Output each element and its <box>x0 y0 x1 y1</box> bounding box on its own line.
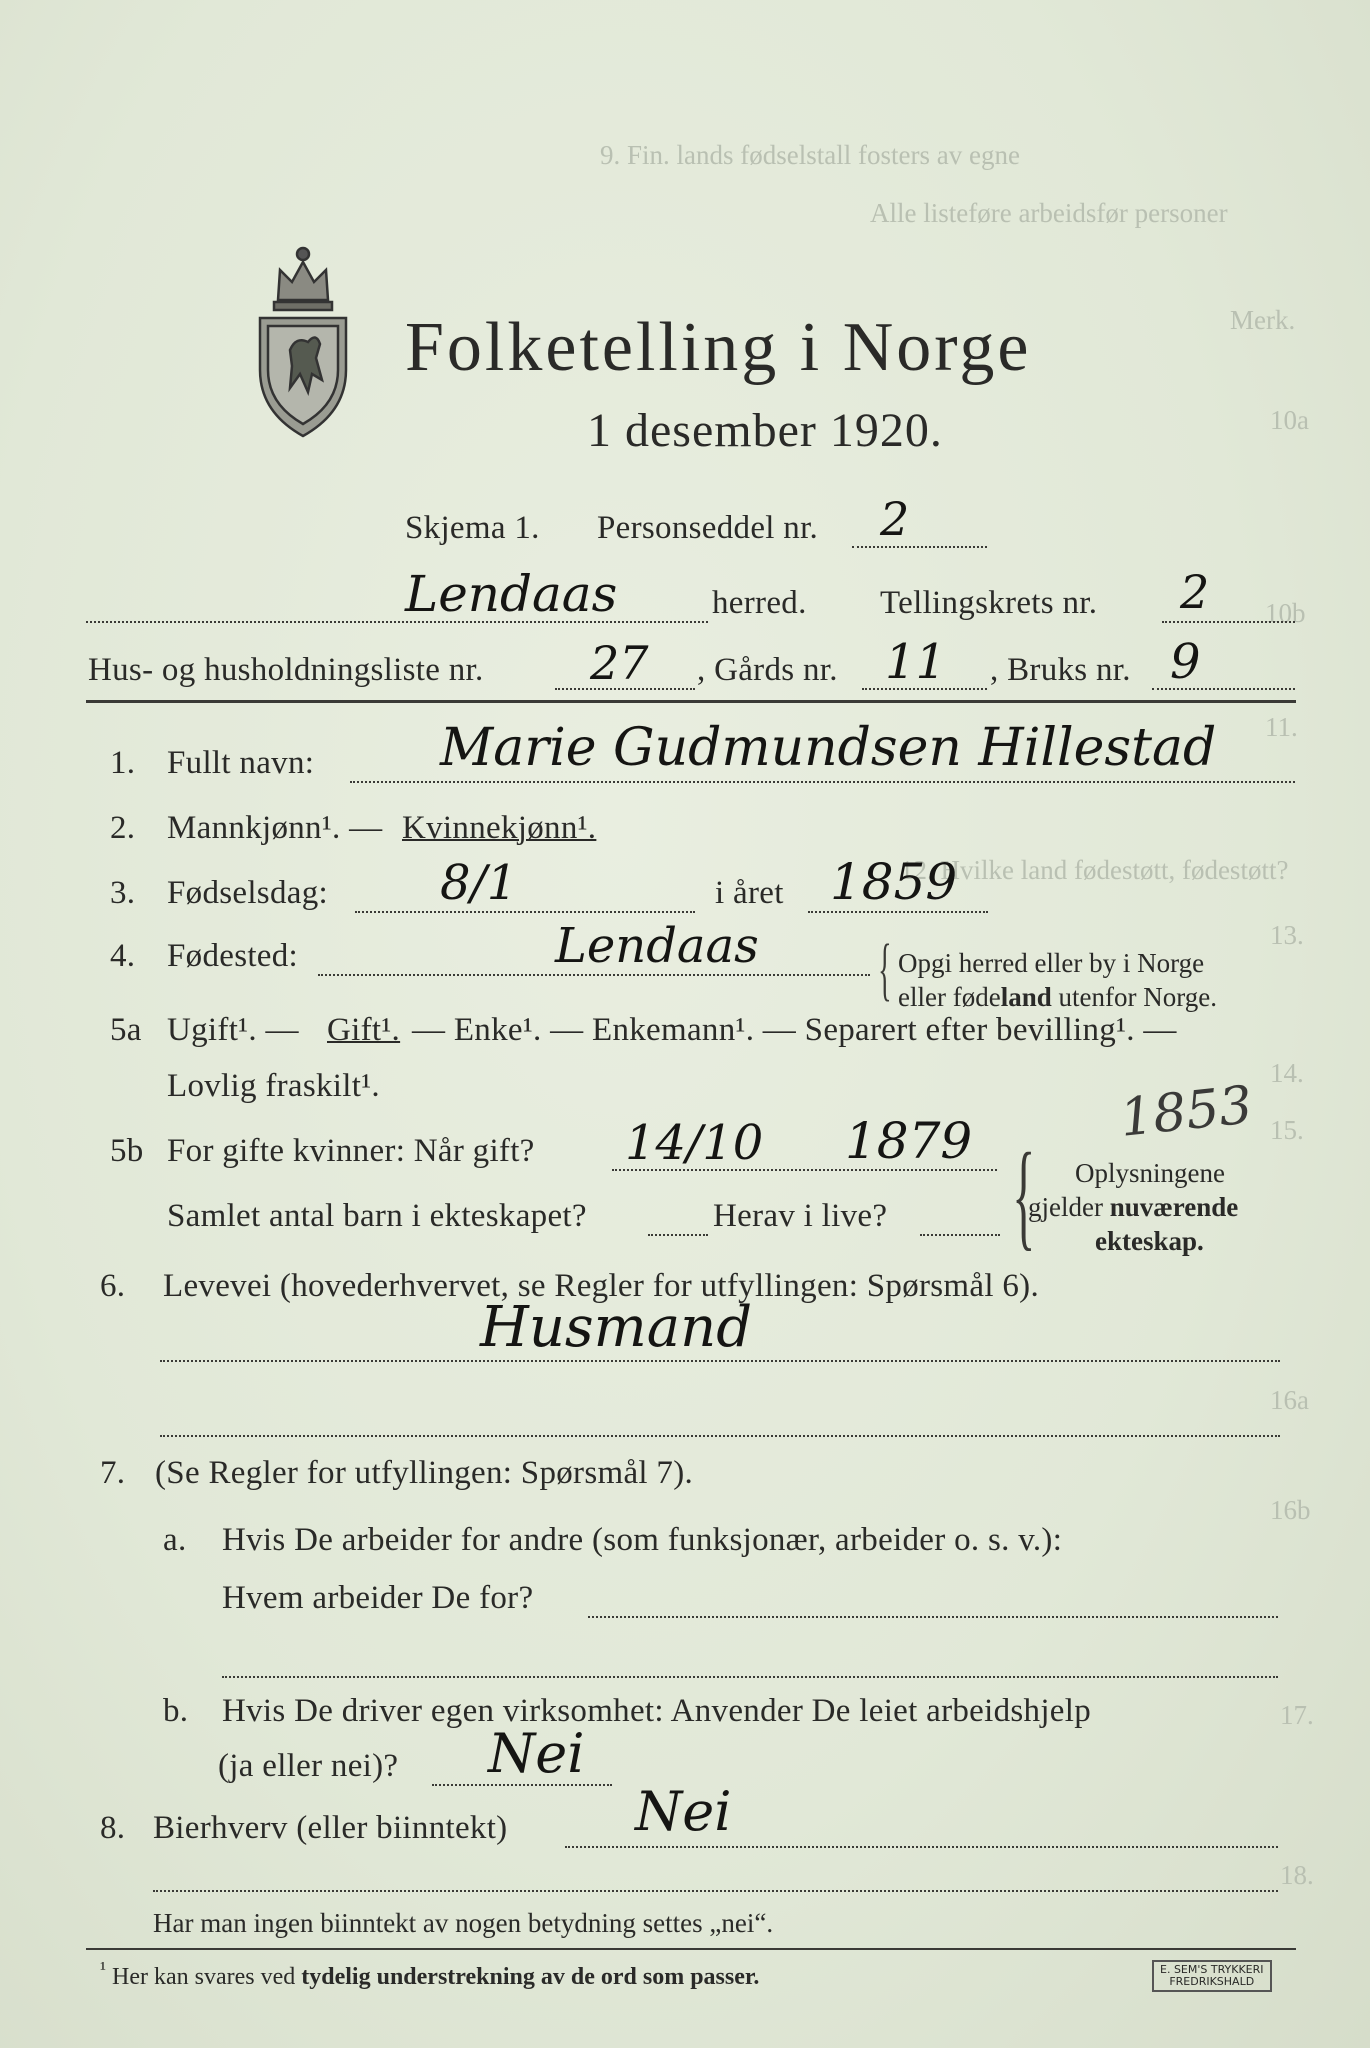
q6-field-line-1 <box>160 1360 1280 1362</box>
q3-field-line <box>355 911 695 913</box>
q5b-note-line2: gjelder nuværende <box>1028 1192 1239 1222</box>
bleed-through-text: 16b <box>1270 1495 1311 1525</box>
q3-label: Fødselsdag: <box>167 875 328 911</box>
q6-number: 6. <box>100 1268 126 1304</box>
marriage-year-value[interactable]: 1879 <box>845 1112 973 1170</box>
q1-field-line <box>350 781 1295 783</box>
q5b-live-field-line <box>920 1234 1000 1236</box>
bleed-through-text: 16a <box>1270 1385 1309 1415</box>
q5b-barn-field-line <box>648 1234 708 1236</box>
birth-date-value[interactable]: 8/1 <box>440 855 518 911</box>
q5a-number: 5a <box>110 1012 142 1048</box>
tellingskrets-value[interactable]: 2 <box>1180 565 1210 619</box>
q7-label: (Se Regler for utfyllingen: Spørsmål 7). <box>155 1455 694 1491</box>
margin-year-note: 1853 <box>1117 1075 1256 1149</box>
q5b-note-line3: ekteskap. <box>1095 1226 1204 1256</box>
q5b-note-line1: Oplysningene <box>1075 1158 1225 1188</box>
q4-number: 4. <box>110 938 136 974</box>
footnote: $^{^1}$ Her kan svares ved tydelig understrekning av de ord som passer. <box>100 1958 760 1990</box>
status-fraskilt-option[interactable]: Lovlig fraskilt¹. <box>167 1068 380 1104</box>
q8-label: Bierhverv (eller biinntekt) <box>153 1810 508 1846</box>
q8-number: 8. <box>100 1810 126 1846</box>
bleed-through-text: 10a <box>1270 405 1309 435</box>
bleed-through-text: 9. Fin. lands fødselstall fosters av egne <box>600 140 1020 170</box>
bleed-through-text: 18. <box>1280 1860 1314 1890</box>
personseddel-value[interactable]: 2 <box>880 492 910 546</box>
q3-year-label: i året <box>715 875 784 911</box>
bleed-through-text: Alle listeføre arbeidsfør personer <box>870 198 1228 228</box>
q4-note-line2: eller fødeland utenfor Norge. <box>898 982 1217 1012</box>
status-ugift-option[interactable]: Ugift¹. — <box>167 1012 299 1048</box>
q5b-barn-label: Samlet antal barn i ekteskapet? <box>167 1198 587 1234</box>
hus-value[interactable]: 27 <box>590 636 649 690</box>
bleed-through-text: 17. <box>1280 1700 1314 1730</box>
census-date: 1 desember 1920. <box>587 404 943 457</box>
q7a-label: Hvis De arbeider for andre (som funksjonær, arbeider o. s. v.): <box>222 1522 1063 1558</box>
birth-year-value[interactable]: 1859 <box>830 853 958 911</box>
q8-field-line <box>565 1846 1278 1848</box>
q2-number: 2. <box>110 810 136 846</box>
q7a-line2: Hvem arbeider De for? <box>222 1580 534 1616</box>
side-income-value[interactable]: Nei <box>635 1780 732 1843</box>
gender-female-option[interactable]: Kvinnekjønn¹. <box>402 810 597 846</box>
q1-label: Fullt navn: <box>167 745 315 781</box>
q7b-letter: b. <box>163 1693 189 1729</box>
printer-stamp-line2: FREDRIKSHALD <box>1169 1975 1255 1988</box>
q7a-letter: a. <box>163 1522 187 1558</box>
bleed-through-text: 14. <box>1270 1058 1304 1088</box>
q6-label: Levevei (hovederhvervet, se Regler for utfyllingen: Spørsmål 6). <box>163 1268 1040 1304</box>
norwegian-coat-of-arms-icon <box>250 240 356 440</box>
bleed-through-text: 15. <box>1270 1115 1304 1145</box>
q5b-live-label: Herav i live? <box>713 1198 888 1234</box>
schema-label: Skjema 1. <box>405 510 540 546</box>
q5b-note-brace: { <box>1012 1128 1036 1261</box>
occupation-value[interactable]: Husmand <box>480 1295 753 1360</box>
printer-stamp <box>1152 1960 1272 1992</box>
printer-stamp-line1: E. SEM'S TRYKKERI <box>1160 1963 1264 1976</box>
q7-number: 7. <box>100 1455 126 1491</box>
q7b-line2: (ja eller nei)? <box>218 1748 399 1784</box>
q5b-label: For gifte kvinner: Når gift? <box>167 1133 535 1169</box>
bleed-through-text: 10b <box>1265 598 1306 628</box>
q7b-label: Hvis De driver egen virksomhet: Anvender De leiet arbeidshjelp <box>222 1693 1092 1729</box>
q7a-field-line <box>588 1616 1278 1618</box>
bleed-through-text: Merk. <box>1230 305 1296 335</box>
bruks-label: , Bruks nr. <box>990 652 1131 688</box>
q5b-number: 5b <box>110 1133 144 1169</box>
q7a-field-line-2 <box>222 1676 1278 1678</box>
footer-divider <box>86 1948 1296 1950</box>
bleed-through-text: 13. <box>1270 920 1304 950</box>
q4-note-line1: Opgi herred eller by i Norge <box>898 948 1205 978</box>
q4-field-line <box>318 974 870 976</box>
q4-label: Fødested: <box>167 938 299 974</box>
marriage-date-value[interactable]: 14/10 <box>625 1115 764 1171</box>
hired-help-value[interactable]: Nei <box>488 1722 585 1785</box>
q4-note-brace: { <box>878 931 892 1008</box>
tellingskrets-field-line <box>1162 621 1295 623</box>
bleed-through-text: 12. Hvilke land fødestøtt, fødestøtt? <box>900 855 1289 885</box>
form-title: Folketelling i Norge <box>405 309 1032 386</box>
gards-label: , Gårds nr. <box>697 652 838 688</box>
personseddel-label: Personseddel nr. <box>597 510 819 546</box>
footer-note: Har man ingen biinntekt av nogen betydning settes „nei“. <box>153 1908 774 1938</box>
q6-field-line-2 <box>160 1435 1280 1437</box>
bleed-through-text: 11. <box>1265 712 1298 742</box>
personseddel-field-line <box>852 546 987 548</box>
herred-value[interactable]: Lendaas <box>405 565 618 623</box>
q1-number: 1. <box>110 745 136 781</box>
header-divider <box>86 700 1296 703</box>
bruks-value[interactable]: 9 <box>1170 634 1201 690</box>
q3-year-field-line <box>808 911 988 913</box>
tellingskrets-label: Tellingskrets nr. <box>880 585 1098 621</box>
status-gift-option[interactable]: Gift¹. <box>327 1012 401 1048</box>
gards-value[interactable]: 11 <box>885 634 947 690</box>
q3-number: 3. <box>110 875 136 911</box>
full-name-value[interactable]: Marie Gudmundsen Hillestad <box>440 718 1217 778</box>
gender-male-option[interactable]: Mannkjønn¹. — <box>167 810 383 846</box>
q8-field-line-2 <box>153 1890 1278 1892</box>
birthplace-value[interactable]: Lendaas <box>555 918 759 974</box>
herred-label: herred. <box>712 585 807 621</box>
status-other-options[interactable]: — Enke¹. — Enkemann¹. — Separert efter bevilling¹. — <box>412 1012 1177 1048</box>
hus-label: Hus- og husholdningsliste nr. <box>88 652 484 688</box>
